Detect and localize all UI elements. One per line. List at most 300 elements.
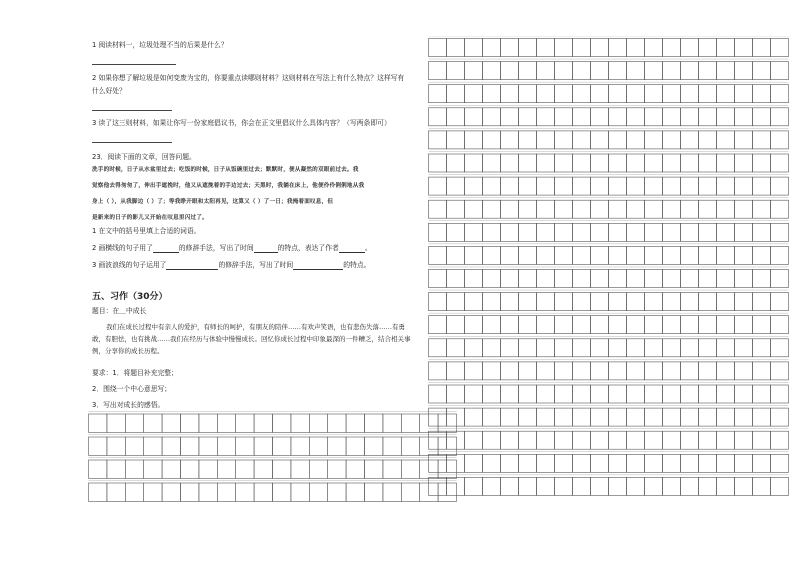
grid-cell — [346, 414, 364, 432]
grid-cell — [717, 223, 735, 241]
grid-cell — [537, 431, 555, 449]
sub-question-2 — [92, 244, 372, 253]
grid-cell — [627, 131, 645, 149]
writing-grid-right[interactable] — [428, 36, 794, 502]
grid-cell — [328, 414, 346, 432]
grid-cell — [465, 62, 483, 80]
grid-cell — [555, 131, 573, 149]
grid-cell — [501, 362, 519, 380]
grid-cell — [483, 200, 501, 218]
grid-cell — [735, 85, 753, 103]
grid-cell — [699, 477, 717, 495]
grid-cell — [609, 223, 627, 241]
grid-cell — [609, 293, 627, 311]
grid-cell — [681, 246, 699, 264]
grid-cell — [447, 293, 465, 311]
grid-cell — [555, 408, 573, 426]
grid-cell — [501, 431, 519, 449]
grid-cell — [645, 223, 663, 241]
grid-cell — [519, 454, 537, 472]
grid-cell — [717, 408, 735, 426]
blank-time-feature-1[interactable] — [254, 245, 278, 253]
grid-cell — [483, 246, 501, 264]
grid-cell — [681, 454, 699, 472]
grid-cell — [753, 200, 771, 218]
grid-cell — [519, 177, 537, 195]
grid-cell — [717, 154, 735, 172]
question-1: 1 阅读材料一，垃圾处理不当的后果是什么？ — [92, 41, 228, 49]
grid-cell — [609, 108, 627, 126]
grid-cell — [591, 477, 609, 495]
grid-cell — [447, 85, 465, 103]
grid-cell — [681, 270, 699, 288]
grid-cell — [501, 85, 519, 103]
grid-cell — [591, 177, 609, 195]
passage-line-4: 是新来的日子的影儿又开始在叹息里闪过了。 — [92, 215, 208, 221]
grid-cell — [663, 200, 681, 218]
grid-cell — [465, 200, 483, 218]
grid-cell — [699, 39, 717, 57]
grid-cell — [365, 460, 383, 478]
grid-cell — [717, 85, 735, 103]
grid-cell — [429, 200, 447, 218]
passage — [92, 167, 422, 222]
grid-cell — [591, 131, 609, 149]
grid-cell — [346, 437, 364, 455]
grid-cell — [181, 460, 199, 478]
grid-cell — [328, 437, 346, 455]
grid-cell — [735, 385, 753, 403]
grid-cell — [735, 131, 753, 149]
grid-cell — [537, 223, 555, 241]
grid-cell — [717, 293, 735, 311]
grid-cell — [501, 223, 519, 241]
grid-cell — [663, 246, 681, 264]
grid-cell — [537, 454, 555, 472]
grid-cell — [753, 85, 771, 103]
grid-cell — [328, 460, 346, 478]
grid-cell — [645, 200, 663, 218]
grid-cell — [273, 414, 291, 432]
grid-cell — [236, 460, 254, 478]
grid-cell — [401, 414, 419, 432]
grid-cell — [537, 131, 555, 149]
grid-cell — [483, 177, 501, 195]
grid-cell — [465, 223, 483, 241]
grid-cell — [627, 177, 645, 195]
grid-cell — [645, 85, 663, 103]
grid-cell — [573, 339, 591, 357]
grid-cell — [465, 39, 483, 57]
grid-cell — [573, 39, 591, 57]
grid-cell — [555, 246, 573, 264]
grid-cell — [447, 454, 465, 472]
grid-cell — [699, 200, 717, 218]
grid-cell — [162, 483, 180, 501]
blank-time-feature-2[interactable] — [293, 262, 343, 270]
grid-cell — [465, 316, 483, 334]
grid-cell — [447, 108, 465, 126]
grid-cell — [609, 131, 627, 149]
grid-cell — [627, 293, 645, 311]
grid-cell — [573, 454, 591, 472]
grid-cell — [591, 39, 609, 57]
grid-cell — [465, 385, 483, 403]
grid-cell — [429, 223, 447, 241]
grid-cell — [217, 414, 235, 432]
grid-cell — [681, 154, 699, 172]
question-23-title: 23．阅读下面的文章，回答问题。 — [92, 153, 196, 161]
grid-cell — [537, 85, 555, 103]
grid-cell — [735, 39, 753, 57]
grid-cell — [555, 85, 573, 103]
grid-cell — [555, 477, 573, 495]
grid-cell — [663, 223, 681, 241]
answer-line-3[interactable] — [92, 142, 172, 143]
grid-cell — [663, 339, 681, 357]
grid-cell — [555, 177, 573, 195]
grid-cell — [555, 385, 573, 403]
grid-cell — [501, 270, 519, 288]
grid-cell — [627, 477, 645, 495]
grid-cell — [483, 316, 501, 334]
grid-cell — [254, 414, 272, 432]
grid-cell — [645, 339, 663, 357]
grid-cell — [519, 431, 537, 449]
grid-cell — [627, 154, 645, 172]
grid-cell — [383, 483, 401, 501]
grid-cell — [447, 385, 465, 403]
grid-cell — [555, 293, 573, 311]
grid-cell — [573, 408, 591, 426]
grid-cell — [519, 154, 537, 172]
grid-cell — [537, 477, 555, 495]
grid-cell — [236, 483, 254, 501]
grid-cell — [591, 408, 609, 426]
grid-cell — [771, 131, 789, 149]
grid-cell — [519, 39, 537, 57]
essay-prompt: 我们在成长过程中有亲人的爱护，有师长的呵护，有朋友的陪伴……有欢声笑语，也有悲伤失落……有勇敢，有胆怯，也有挑战……我们在经历与体验中慢慢成长。回忆你成长过程中印象最深的一件糟乏，结合相关事例，分享你的成长历程。 — [92, 323, 411, 355]
grid-cell — [699, 85, 717, 103]
grid-cell — [753, 177, 771, 195]
grid-cell — [465, 177, 483, 195]
grid-cell — [699, 339, 717, 357]
grid-cell — [483, 108, 501, 126]
essay-topic: 题目：在＿中成长 — [92, 307, 147, 315]
grid-cell — [717, 454, 735, 472]
grid-cell — [107, 483, 125, 501]
grid-cell — [125, 437, 143, 455]
grid-cell — [447, 200, 465, 218]
grid-cell — [771, 85, 789, 103]
grid-cell — [555, 223, 573, 241]
grid-cell — [717, 362, 735, 380]
grid-cell — [447, 408, 465, 426]
grid-cell — [591, 62, 609, 80]
grid-cell — [501, 154, 519, 172]
grid-cell — [699, 431, 717, 449]
grid-cell — [483, 131, 501, 149]
grid-cell — [771, 431, 789, 449]
grid-cell — [162, 414, 180, 432]
grid-cell — [555, 362, 573, 380]
grid-cell — [645, 246, 663, 264]
answer-line-1[interactable] — [92, 64, 176, 65]
grid-cell — [663, 85, 681, 103]
grid-cell — [465, 293, 483, 311]
passage-line-1: 洗手的时候，日子从水盆里过去；吃饭的时候，日子从饭碗里过去；默默时，便从凝然的双眼前过去。我 — [92, 167, 359, 173]
grid-cell — [429, 62, 447, 80]
grid-cell — [465, 454, 483, 472]
grid-cell — [609, 316, 627, 334]
grid-cell — [537, 408, 555, 426]
grid-cell — [537, 362, 555, 380]
requirement-3: 3．写出对成长的感悟。 — [92, 401, 165, 409]
grid-cell — [753, 362, 771, 380]
grid-cell — [447, 131, 465, 149]
grid-cell — [429, 270, 447, 288]
grid-cell — [465, 246, 483, 264]
grid-cell — [555, 108, 573, 126]
grid-cell — [771, 246, 789, 264]
sub-question-1: 1 在文中的括号里填上合适的词语。 — [92, 227, 201, 235]
grid-cell — [717, 246, 735, 264]
sub-question-3 — [92, 261, 370, 270]
grid-cell — [144, 414, 162, 432]
grid-cell — [645, 177, 663, 195]
grid-cell — [447, 177, 465, 195]
grid-cell — [717, 62, 735, 80]
grid-cell — [429, 431, 447, 449]
grid-cell — [609, 62, 627, 80]
grid-cell — [681, 408, 699, 426]
grid-cell — [699, 131, 717, 149]
grid-cell — [519, 200, 537, 218]
grid-cell — [365, 414, 383, 432]
grid-cell — [717, 108, 735, 126]
grid-cell — [383, 437, 401, 455]
grid-cell — [573, 385, 591, 403]
grid-cell — [609, 408, 627, 426]
grid-cell — [429, 177, 447, 195]
grid-cell — [501, 108, 519, 126]
grid-cell — [753, 408, 771, 426]
grid-cell — [753, 293, 771, 311]
grid-cell — [591, 154, 609, 172]
grid-cell — [609, 270, 627, 288]
grid-cell — [519, 293, 537, 311]
grid-cell — [771, 108, 789, 126]
grid-cell — [681, 362, 699, 380]
grid-cell — [181, 437, 199, 455]
grid-cell — [771, 177, 789, 195]
grid-cell — [465, 85, 483, 103]
grid-cell — [591, 270, 609, 288]
grid-cell — [663, 131, 681, 149]
grid-cell — [401, 437, 419, 455]
grid-cell — [627, 408, 645, 426]
grid-cell — [346, 483, 364, 501]
grid-cell — [254, 483, 272, 501]
grid-cell — [365, 483, 383, 501]
grid-cell — [537, 108, 555, 126]
grid-cell — [573, 177, 591, 195]
grid-cell — [663, 108, 681, 126]
grid-cell — [447, 246, 465, 264]
grid-cell — [573, 477, 591, 495]
grid-cell — [555, 431, 573, 449]
grid-cell — [447, 316, 465, 334]
grid-cell — [519, 270, 537, 288]
grid-cell — [519, 131, 537, 149]
grid-cell — [501, 131, 519, 149]
passage-line-3: 身上（ ），从我脚边（ ）了；等我睁开眼和太阳再见，这算又（ ）了一日；我掩着面叹息，但 — [92, 199, 334, 205]
grid-cell — [217, 483, 235, 501]
grid-cell — [483, 362, 501, 380]
grid-cell — [465, 339, 483, 357]
grid-cell — [663, 177, 681, 195]
grid-cell — [447, 223, 465, 241]
grid-cell — [681, 223, 699, 241]
grid-cell — [699, 270, 717, 288]
grid-cell — [465, 108, 483, 126]
grid-cell — [501, 246, 519, 264]
grid-cell — [645, 431, 663, 449]
grid-cell — [753, 108, 771, 126]
grid-cell — [663, 431, 681, 449]
grid-cell — [537, 316, 555, 334]
grid-cell — [663, 316, 681, 334]
grid-cell — [309, 414, 327, 432]
grid-cell — [429, 39, 447, 57]
grid-cell — [236, 437, 254, 455]
grid-cell — [573, 85, 591, 103]
grid-cell — [753, 62, 771, 80]
writing-grid-left[interactable] — [88, 411, 462, 513]
grid-cell — [699, 62, 717, 80]
grid-cell — [555, 316, 573, 334]
grid-cell — [717, 385, 735, 403]
grid-cell — [519, 339, 537, 357]
passage-line-2: 觉察他去得匆匆了，伸出手遮挽时，他又从遮挽着的手边过去；天黑时，我躺在床上，他便伶伶俐俐地从我 — [92, 183, 365, 189]
grid-cell — [735, 454, 753, 472]
grid-cell — [573, 154, 591, 172]
grid-cell — [771, 62, 789, 80]
grid-cell — [699, 362, 717, 380]
grid-cell — [699, 385, 717, 403]
blank-rhetoric-2[interactable] — [166, 262, 218, 270]
grid-cell — [645, 477, 663, 495]
grid-cell — [645, 362, 663, 380]
grid-cell — [483, 293, 501, 311]
grid-cell — [681, 131, 699, 149]
grid-cell — [609, 39, 627, 57]
grid-cell — [753, 270, 771, 288]
grid-cell — [663, 293, 681, 311]
grid-cell — [483, 339, 501, 357]
grid-cell — [519, 477, 537, 495]
grid-cell — [609, 177, 627, 195]
grid-cell — [717, 177, 735, 195]
answer-line-2[interactable] — [92, 110, 172, 111]
grid-cell — [591, 339, 609, 357]
grid-cell — [501, 339, 519, 357]
blank-author-feeling[interactable] — [339, 245, 365, 253]
grid-cell — [591, 200, 609, 218]
grid-cell — [429, 108, 447, 126]
grid-cell — [771, 339, 789, 357]
grid-cell — [144, 460, 162, 478]
grid-cell — [199, 483, 217, 501]
grid-cell — [537, 39, 555, 57]
grid-cell — [771, 223, 789, 241]
grid-cell — [663, 454, 681, 472]
grid-cell — [483, 85, 501, 103]
grid-cell — [555, 154, 573, 172]
grid-cell — [645, 62, 663, 80]
grid-cell — [89, 460, 107, 478]
grid-cell — [699, 177, 717, 195]
blank-rhetoric-1[interactable] — [153, 245, 179, 253]
grid-cell — [645, 270, 663, 288]
grid-cell — [555, 339, 573, 357]
grid-cell — [537, 293, 555, 311]
grid-cell — [735, 223, 753, 241]
grid-cell — [483, 385, 501, 403]
grid-cell — [627, 454, 645, 472]
grid-cell — [383, 414, 401, 432]
grid-cell — [429, 131, 447, 149]
sub2-text-a: 2 画横线的句子用了 — [92, 244, 153, 252]
grid-cell — [771, 270, 789, 288]
grid-cell — [447, 154, 465, 172]
grid-cell — [483, 408, 501, 426]
grid-cell — [144, 483, 162, 501]
grid-cell — [501, 177, 519, 195]
grid-cell — [429, 293, 447, 311]
grid-cell — [753, 385, 771, 403]
grid-cell — [199, 460, 217, 478]
grid-cell — [181, 414, 199, 432]
grid-cell — [717, 200, 735, 218]
grid-cell — [573, 316, 591, 334]
grid-cell — [555, 39, 573, 57]
grid-cell — [771, 39, 789, 57]
grid-cell — [573, 131, 591, 149]
grid-cell — [753, 39, 771, 57]
grid-cell — [309, 460, 327, 478]
grid-cell — [519, 62, 537, 80]
sub2-text-d: 。 — [364, 244, 372, 252]
grid-cell — [753, 477, 771, 495]
grid-cell — [537, 154, 555, 172]
grid-cell — [199, 437, 217, 455]
grid-cell — [735, 316, 753, 334]
grid-cell — [663, 270, 681, 288]
grid-cell — [609, 85, 627, 103]
grid-cell — [429, 408, 447, 426]
grid-cell — [771, 316, 789, 334]
grid-cell — [483, 477, 501, 495]
grid-cell — [591, 431, 609, 449]
grid-cell — [645, 131, 663, 149]
grid-cell — [465, 270, 483, 288]
grid-cell — [555, 200, 573, 218]
grid-cell — [429, 316, 447, 334]
grid-cell — [144, 437, 162, 455]
grid-cell — [309, 483, 327, 501]
grid-cell — [591, 316, 609, 334]
